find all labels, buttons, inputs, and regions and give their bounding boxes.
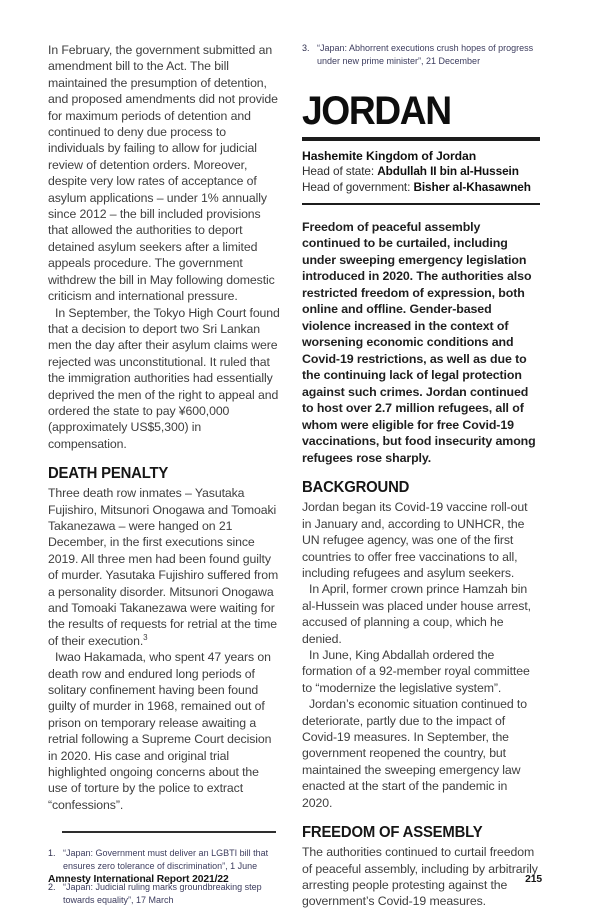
footnote-divider [62,831,276,833]
country-info-block [302,149,540,195]
heading-rule-bottom [302,203,540,205]
page-number: 215 [525,874,542,885]
footnote-item-2 [48,881,280,906]
footnote-item-3 [302,42,540,67]
paragraph-text: Three death row inmates – Yasutaka Fujishiro, Mitsunori Onogawa and Tomoaki Takanezawa – were hanged on 21 December, in the first executions since 2019. All three men had been found guilty of murder. Yasutaka Fujishiro suffered from a personality disorder. Mitsunori Onogawa and Tomoaki Takanezawa were waiting for the results of requests for retrial at the time of their execution. [48,486,279,648]
body-paragraph: In February, the government submitted an amendment bill to the Act. The bill maintained the presumption of detention, and proposed amendments did not provide for maximum periods of detention and continued to deny due process to individuals by failing to allow for judicial review of detention orders. Moreover, despite very low rates of acceptance of asylum applications – under 1% annually since 2012 – the bill included provisions that allowed the authorities to deport detained asylum seekers after a limited appeals procedure. The government withdrew the bill in May following domestic criticism and international pressure. [48,43,278,304]
body-paragraph: In September, the Tokyo High Court found that a decision to deport two Sri Lankan men the day after their asylum claims were rejected was unconstitutional. It ruled that the immigration authorities had essentially deprived the men of the right to appeal and ordered the state to pay ¥600,000 (approximately US$5,300) in compensation. [48,305,280,451]
page-footer [48,874,542,885]
footnote-citation-link[interactable]: “Japan: Abhorrent executions crush hopes of progress under new prime minister”, 21 December [317,43,534,66]
footnote-number: 2. [48,882,56,893]
section-heading-freedom-of-assembly: FREEDOM OF ASSEMBLY [302,824,483,842]
body-paragraph: In June, King Abdallah ordered the formation of a 92-member royal committee to “modernize the legislative system”. [302,648,530,695]
left-column [48,42,280,915]
heading-rule-top [302,137,540,141]
country-summary-paragraph: Freedom of peaceful assembly continued to be curtailed, including under sweeping emergency legislation introduced in 2020. The authorities also restricted freedom of expression, both online and offline. Gender-based violence increased in the context of worsening economic conditions and Covid-19 restrictions, as well as due to the continuing lack of legal protection against such crimes. Jordan continued to host over 2.7 million refugees, all of whom were eligible for free Covid-19 vaccinations, but food insecurity among refugees rose sharply. [302,219,536,465]
two-column-layout [48,42,540,915]
footnote-number: 3. [302,43,310,53]
footnote-citation-link[interactable]: “Japan: Judicial ruling marks groundbreaking step towards equality”, 17 March [63,882,262,905]
country-official-name: Hashemite Kingdom of Jordan [302,149,477,163]
section-heading-background: BACKGROUND [302,479,410,497]
body-paragraph: Iwao Hakamada, who spent 47 years on death row and endured long periods of solitary confinement having been found guilty of murder in 1968, remained out of prison on temporary release awaiting a retrial following a Supreme Court decision in 2020. His case and original trial highlighted ongoing concerns about the use of torture by the police to extract “confessions”. [48,650,272,812]
right-column [302,42,540,915]
footnote-number: 1. [48,848,56,859]
head-of-government-line: Head of government: Bisher al-Khasawneh [302,179,531,194]
body-paragraph: Jordan began its Covid-19 vaccine roll-out in January and, according to UNHCR, the UN refugee agency, was one of the first countries to offer free vaccinations to all, including refugees and asylum seekers. [302,500,528,581]
body-paragraph: In April, former crown prince Hamzah bin al-Hussein was placed under house arrest, accused of planning a coup, which he denied. [302,582,531,646]
body-paragraph [48,485,280,649]
footnote-item-1 [48,847,280,872]
body-paragraph: The authorities continued to curtail freedom of peaceful assembly, including by arbitrarily arresting people protesting against the government’s Covid-19 measures. [302,845,538,909]
footnote-citation-link[interactable]: “Japan: Government must deliver an LGBTI bill that ensures zero tolerance of discrimination”, 1 June [63,848,269,871]
head-of-state-line: Head of state: Abdullah II bin al-Hussein [302,164,519,179]
footer-report-title: Amnesty International Report 2021/22 [48,874,229,885]
country-title: JORDAN [302,89,451,133]
footnote-reference-3[interactable]: 3 [143,632,148,642]
body-paragraph: Jordan’s economic situation continued to deteriorate, partly due to the impact of Covid-19 measures. In September, the government reopened the country, but maintained the sweeping emergency law enacted at the start of the pandemic in 2020. [302,697,527,810]
section-heading-death-penalty: DEATH PENALTY [48,465,169,483]
